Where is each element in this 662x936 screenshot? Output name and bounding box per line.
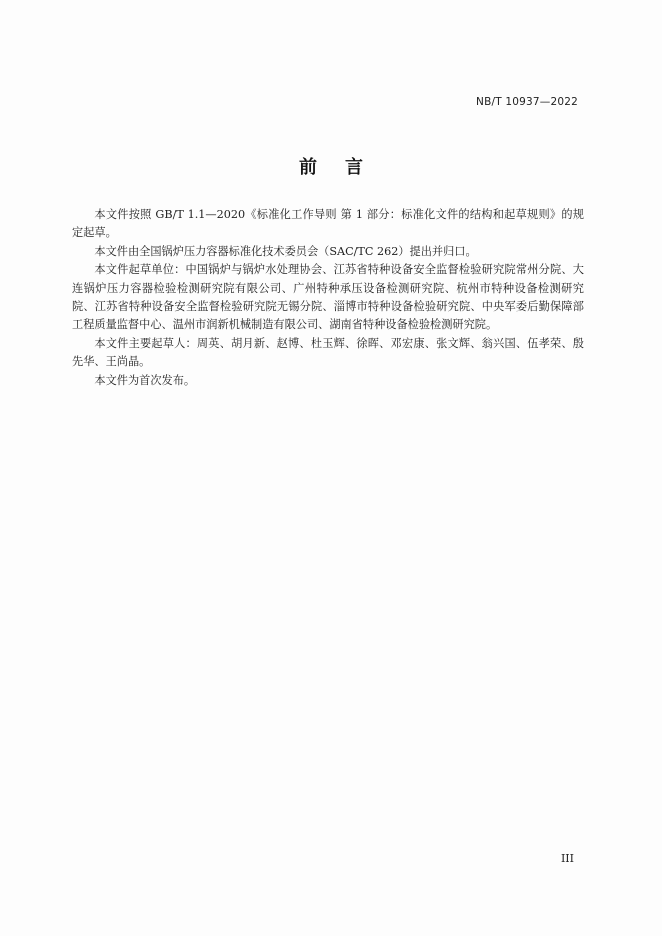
paragraph-drafters: 本文件主要起草人：周英、胡月新、赵博、杜玉辉、徐晖、邓宏康、张文辉、翁兴国、伍孝荣、殷先华、王尚晶。: [72, 336, 584, 369]
section-title: 前言: [299, 157, 391, 178]
paragraph-proposer: 本文件由全国锅炉压力容器标准化技术委员会（SAC/TC 262）提出并归口。: [94, 244, 477, 258]
page-number: III: [560, 852, 574, 865]
foreword-body: [72, 206, 584, 390]
paragraph-drafting-rules: 本文件按照 GB/T 1.1—2020《标准化工作导则 第 1 部分：标准化文件的结构和起草规则》的规定起草。: [72, 208, 584, 240]
document-number: NB/T 10937—2022: [476, 96, 578, 108]
paragraph-first-release: 本文件为首次发布。: [94, 373, 196, 387]
paragraph-drafting-units: 本文件起草单位：中国锅炉与锅炉水处理协会、江苏省特种设备安全监督检验研究院常州分院、大连锅炉压力容器检验检测研究院有限公司、广州特种承压设备检测研究院、杭州市特种设备检测研究院、江苏省特种设备安全监督检验研究院无锡分院、淄博市特种设备检验研究院、中央军委后勤保障部工程质量监督中心、温州市润新机械制造有限公司、湖南省特种设备检验检测研究院。: [72, 263, 584, 332]
